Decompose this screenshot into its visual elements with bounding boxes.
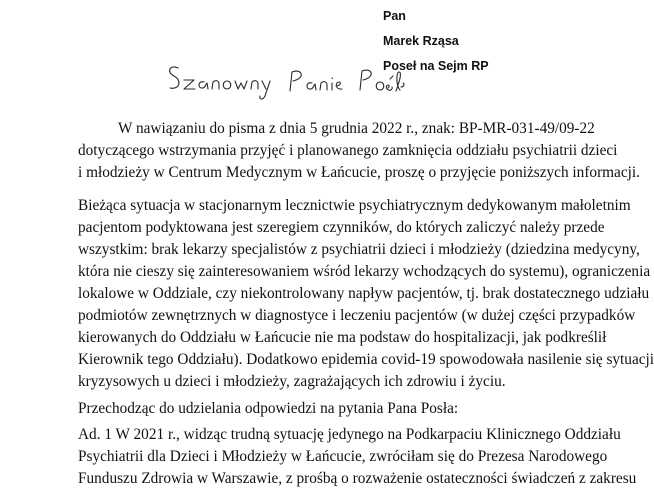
paragraph-4-line-2: Psychiatrii dla Dzieci i Młodzieży w Łańcucie, zwróciłam się do Prezesa Narodowego	[78, 448, 608, 465]
paragraph-2-line-2: pacjentom podyktowana jest szeregiem czynników, do których zaliczyć należy przede	[78, 219, 605, 236]
paragraph-1-line-3: i młodzieży w Centrum Medycznym w Łańcucie, proszę o przyjęcie poniższych informacji.	[78, 164, 640, 181]
paragraph-4-line-1: Ad. 1 W 2021 r., widząc trudną sytuację jedynego na Podkarpaciu Klinicznego Oddziału	[78, 426, 621, 443]
paragraph-4-line-3: Funduszu Zdrowia w Warszawie, z prośbą o rozważenie ostateczności świadczeń z zakresu	[78, 470, 637, 487]
paragraph-3: Przechodząc do udzielania odpowiedzi na pytania Pana Posła:	[78, 400, 459, 417]
paragraph-2-line-8: Kierownik tego Oddziału). Dodatkowo epidemia covid-19 spowodowała nasilenie się sytuacji	[78, 351, 654, 368]
paragraph-2-line-6: podmiotów zewnętrznych w diagnostyce i leczeniu pacjentów (w dużej części przypadków	[78, 307, 636, 324]
paragraph-2-line-9: kryzysowych u dzieci i młodzieży, zagrażających ich zdrowiu i życiu.	[78, 373, 506, 390]
paragraph-1-line-2: dotyczącego wstrzymania przyjęć i planowanego zamknięcia oddziału psychiatrii dzieci	[78, 142, 618, 159]
handwritten-salutation	[164, 58, 404, 108]
handwritten-salutation-image	[164, 58, 404, 108]
recipient-name: Marek Rząsa	[383, 34, 459, 48]
recipient-title: Pan	[383, 9, 406, 23]
recipient-position: Poseł na Sejm RP	[383, 59, 489, 73]
paragraph-2-line-4: która nie cieszy się zainteresowaniem wśród lekarzy wchodzących do systemu), ograniczenia	[78, 263, 651, 280]
paragraph-2-line-5: lokalowe w Oddziale, czy niekontrolowany napływ pacjentów, tj. brak dostatecznego udziału	[78, 285, 650, 302]
paragraph-2-line-7: kierowanych do Oddziału w Łańcucie nie ma podstaw do hospitalizacji, jak podkreślił	[78, 329, 607, 346]
paragraph-2-line-3: wszystkim: brak lekarzy specjalistów z psychiatrii dzieci i młodzieży (dziedzina medycyny,	[78, 241, 640, 258]
paragraph-1-line-1: W nawiązaniu do pisma z dnia 5 grudnia 2022 r., znak: BP-MR-031-49/09-22	[118, 120, 595, 137]
paragraph-2-line-1: Bieżąca sytuacja w stacjonarnym lecznictwie psychiatrycznym dedykowanym małoletnim	[78, 197, 631, 214]
